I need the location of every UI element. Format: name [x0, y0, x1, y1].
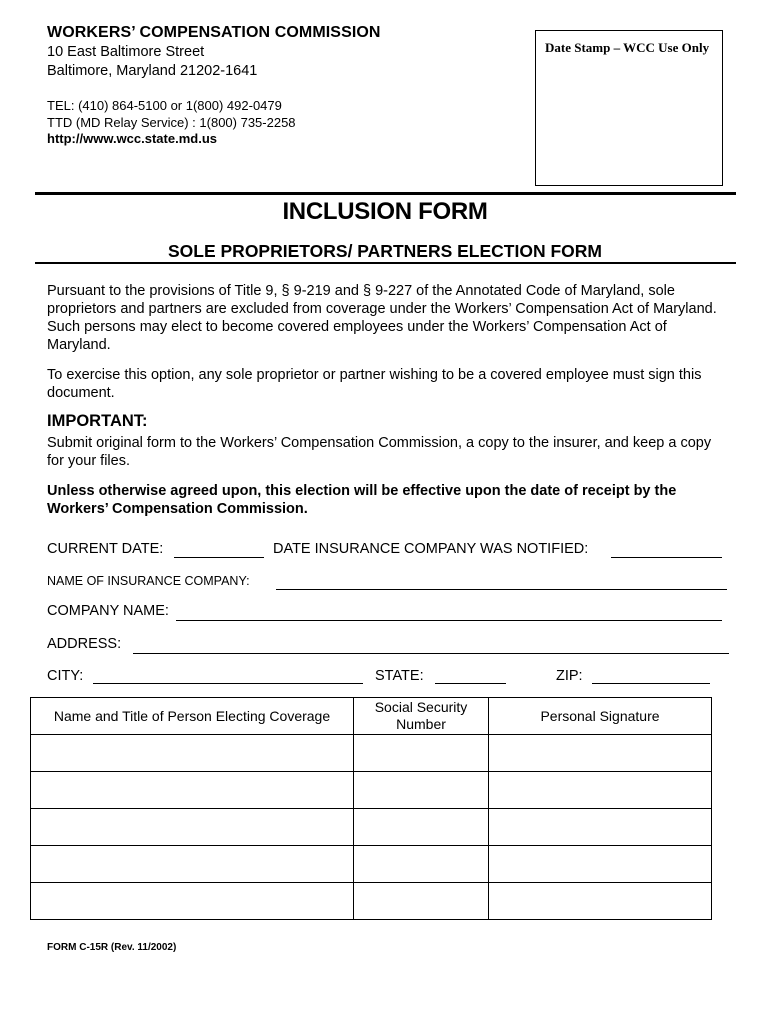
column-header-ssn: Social Security Number	[354, 698, 489, 735]
company-name-label: COMPANY NAME:	[47, 603, 169, 619]
insurance-company-label: NAME OF INSURANCE COMPANY:	[47, 574, 250, 588]
table-row	[31, 772, 712, 809]
effective-date-notice: Unless otherwise agreed upon, this election will be effective upon the date of receipt by the Workers’ Compensation Commission.	[47, 483, 677, 517]
current-date-label: CURRENT DATE:	[47, 541, 164, 557]
table-header-row	[31, 698, 712, 735]
form-title: INCLUSION FORM	[282, 198, 488, 225]
form-subtitle: SOLE PROPRIETORS/ PARTNERS ELECTION FORM	[168, 241, 602, 261]
intro-paragraph: Pursuant to the provisions of Title 9, § 9-219 and § 9-227 of the Annotated Code of Maryland, sole proprietors and partners are excluded from coverage under the Workers’ Compensation Act of Maryland. Such persons may elect to become covered employees under the Workers’ Compensation Act of Maryland.	[47, 283, 717, 353]
agency-ttd: TTD (MD Relay Service) : 1(800) 735-2258	[47, 115, 296, 130]
name-title-cell[interactable]	[31, 846, 354, 883]
zip-label: ZIP:	[556, 668, 583, 684]
table-row	[31, 883, 712, 920]
date-notified-field[interactable]	[611, 557, 722, 558]
name-title-cell[interactable]	[31, 883, 354, 920]
signature-cell[interactable]	[489, 772, 712, 809]
table-row	[31, 735, 712, 772]
signature-table	[30, 697, 712, 920]
date-notified-label: DATE INSURANCE COMPANY WAS NOTIFIED:	[273, 541, 589, 557]
address-label: ADDRESS:	[47, 636, 122, 652]
column-header-name-title: Name and Title of Person Electing Coverage	[31, 698, 354, 735]
exercise-option-paragraph: To exercise this option, any sole proprietor or partner wishing to be a covered employee must sign this document.	[47, 367, 702, 401]
date-stamp-box	[535, 30, 723, 186]
signature-cell[interactable]	[489, 846, 712, 883]
company-name-field[interactable]	[176, 620, 722, 621]
agency-telephone: TEL: (410) 864-5100 or 1(800) 492-0479	[47, 98, 282, 113]
ssn-cell[interactable]	[354, 772, 489, 809]
state-label: STATE:	[375, 668, 424, 684]
address-field[interactable]	[133, 653, 729, 654]
name-title-cell[interactable]	[31, 809, 354, 846]
title-divider	[35, 262, 736, 264]
form-identifier: FORM C-15R (Rev. 11/2002)	[47, 942, 177, 953]
ssn-cell[interactable]	[354, 809, 489, 846]
ssn-cell[interactable]	[354, 883, 489, 920]
signature-cell[interactable]	[489, 883, 712, 920]
city-label: CITY:	[47, 668, 84, 684]
name-title-cell[interactable]	[31, 772, 354, 809]
agency-name: WORKERS’ COMPENSATION COMMISSION	[47, 24, 381, 41]
agency-street: 10 East Baltimore Street	[47, 44, 205, 60]
table-row	[31, 809, 712, 846]
name-title-cell[interactable]	[31, 735, 354, 772]
zip-field[interactable]	[592, 683, 710, 684]
agency-website[interactable]: http://www.wcc.state.md.us	[47, 131, 217, 146]
city-field[interactable]	[93, 683, 363, 684]
column-header-signature: Personal Signature	[489, 698, 712, 735]
date-stamp-label: Date Stamp – WCC Use Only	[545, 40, 710, 55]
state-field[interactable]	[435, 683, 506, 684]
signature-cell[interactable]	[489, 735, 712, 772]
signature-cell[interactable]	[489, 809, 712, 846]
header-divider	[35, 192, 736, 195]
insurance-company-field[interactable]	[276, 589, 727, 590]
agency-city-line: Baltimore, Maryland 21202-1641	[47, 63, 258, 79]
important-text: Submit original form to the Workers’ Compensation Commission, a copy to the insurer, and keep a copy for your files.	[47, 435, 712, 469]
ssn-cell[interactable]	[354, 735, 489, 772]
current-date-field[interactable]	[174, 557, 264, 558]
important-heading: IMPORTANT:	[47, 412, 148, 430]
ssn-cell[interactable]	[354, 846, 489, 883]
table-row	[31, 846, 712, 883]
